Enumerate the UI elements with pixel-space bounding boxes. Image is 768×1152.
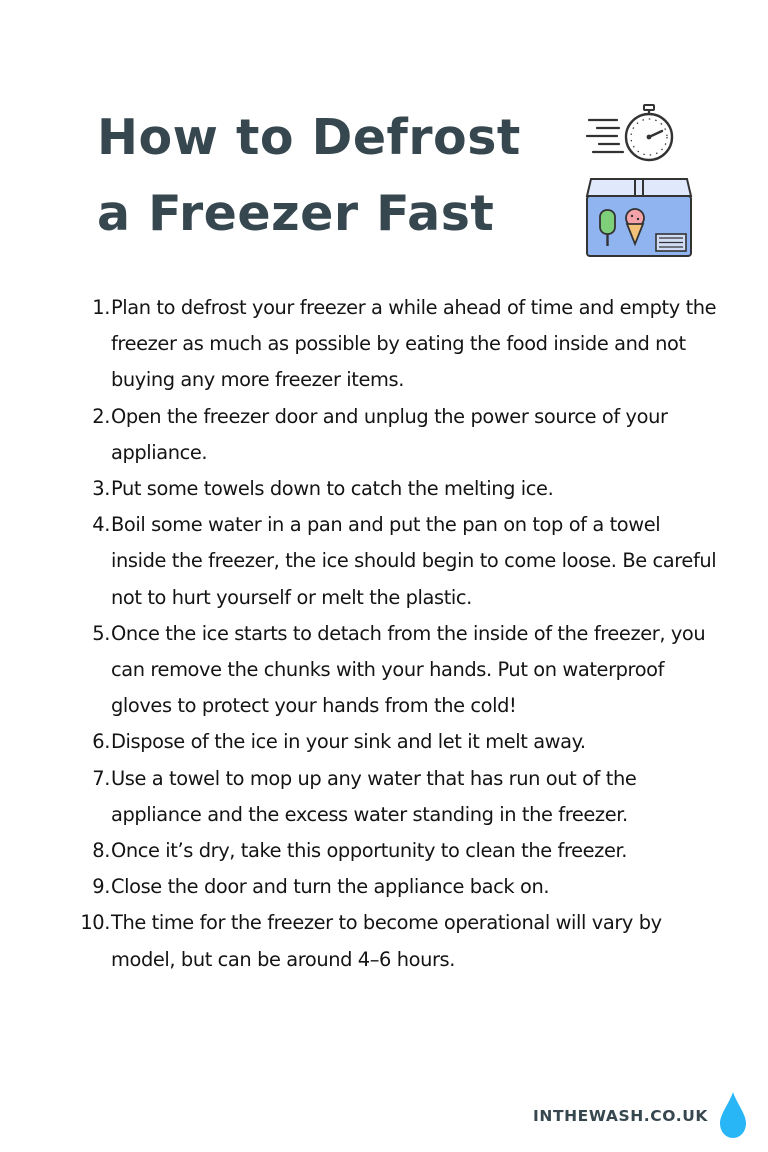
step-number: 2. <box>92 404 110 428</box>
step-number: 7. <box>92 766 110 790</box>
list-item <box>78 399 718 471</box>
step-number: 3. <box>92 477 110 501</box>
steps-list <box>78 290 718 978</box>
title-line-2: a Freezer Fast <box>97 185 495 242</box>
step-number: 6. <box>92 730 110 754</box>
page-title <box>97 100 521 252</box>
step-text: Put some towels down to catch the melting ice. <box>111 477 554 501</box>
step-text: Open the freezer door and unplug the power source of your appliance. <box>111 404 668 464</box>
list-item <box>78 905 718 977</box>
list-item <box>78 761 718 833</box>
step-text: Once the ice starts to detach from the inside of the freezer, you can remove the chunks with your hands. Put on waterproof gloves to protect your hands from the cold! <box>111 621 706 718</box>
step-text: Dispose of the ice in your sink and let it melt away. <box>111 730 586 754</box>
list-item <box>78 507 718 616</box>
step-text: Once it’s dry, take this opportunity to clean the freezer. <box>111 839 628 863</box>
step-number: 4. <box>92 513 110 537</box>
step-number: 10. <box>80 911 110 935</box>
list-item <box>78 833 718 869</box>
step-number: 9. <box>92 875 110 899</box>
list-item <box>78 616 718 725</box>
step-text: Use a towel to mop up any water that has run out of the appliance and the excess water standing in the freezer. <box>111 766 637 826</box>
list-item <box>78 869 718 905</box>
brand-link[interactable]: INTHEWASH.CO.UK <box>533 1107 708 1125</box>
stopwatch-icon <box>585 100 675 168</box>
list-item <box>78 471 718 507</box>
water-drop-icon <box>717 1090 749 1140</box>
step-text: Boil some water in a pan and put the pan on top of a towel inside the freezer, the ice should begin to come loose. Be careful not to hurt yourself or melt the plastic. <box>111 513 717 609</box>
step-text: Close the door and turn the appliance back on. <box>111 875 550 899</box>
title-line-1: How to Defrost <box>97 109 521 166</box>
freezer-icon <box>583 174 695 260</box>
step-number: 1. <box>92 296 110 319</box>
list-item <box>78 290 718 399</box>
step-number: 8. <box>92 839 110 863</box>
step-number: 5. <box>92 621 110 645</box>
step-text: The time for the freezer to become operational will vary by model, but can be around 4–6 hours. <box>111 911 662 971</box>
step-text: Plan to defrost your freezer a while ahead of time and empty the freezer as much as possible by eating the food inside and not buying any more freezer items. <box>111 296 717 392</box>
list-item <box>78 724 718 760</box>
